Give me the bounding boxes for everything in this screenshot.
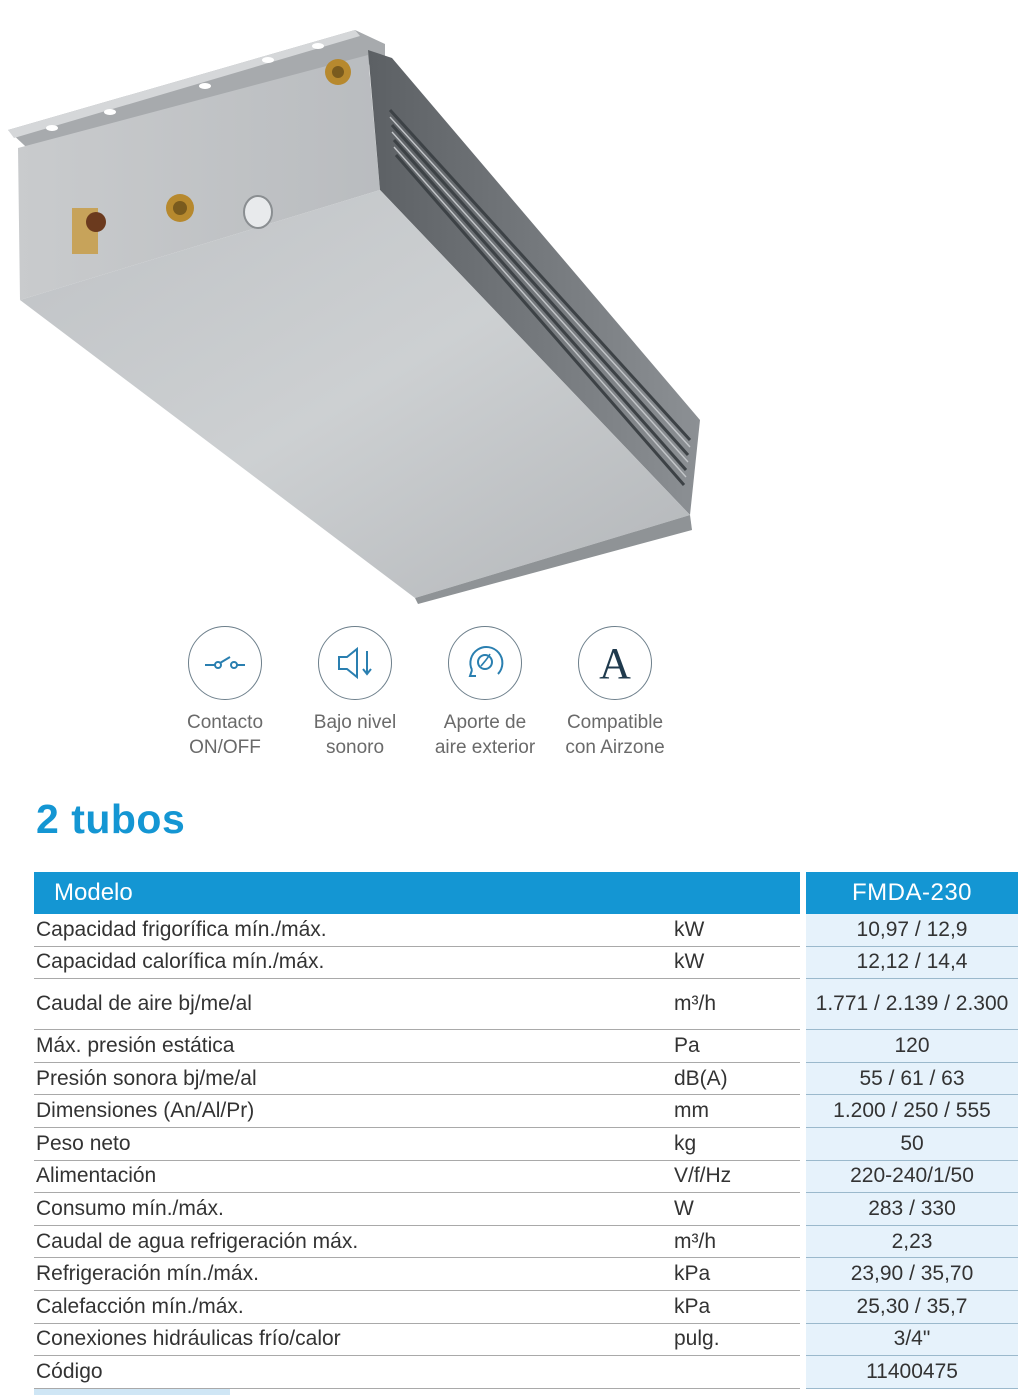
- row-param: Caudal de agua refrigeración máx.: [34, 1225, 674, 1258]
- feature-on-off: [160, 626, 290, 760]
- table-header: [34, 872, 1018, 914]
- table-row: [34, 1193, 1018, 1226]
- row-param: Código: [34, 1356, 674, 1389]
- row-value: 50: [806, 1127, 1018, 1160]
- row-unit: W: [674, 1193, 800, 1226]
- section-title: 2 tubos: [36, 796, 186, 842]
- feature-low-noise: [290, 626, 420, 760]
- footer-accent-bar: [34, 1389, 230, 1395]
- row-value: 23,90 / 35,70: [806, 1258, 1018, 1291]
- row-param: Consumo mín./máx.: [34, 1193, 674, 1226]
- row-value: 220-240/1/50: [806, 1160, 1018, 1193]
- table-row: [34, 1356, 1018, 1389]
- airzone-icon: [578, 626, 652, 700]
- row-value: 55 / 61 / 63: [806, 1062, 1018, 1095]
- feature-airzone: [550, 626, 680, 760]
- feature-label: Bajo nivel sonoro: [313, 712, 397, 758]
- row-param: Peso neto: [34, 1127, 674, 1160]
- row-unit: V/f/Hz: [674, 1160, 800, 1193]
- feature-label: Contacto ON/OFF: [186, 712, 264, 758]
- product-image: [0, 0, 1024, 610]
- row-unit: kW: [674, 914, 800, 946]
- row-param: Conexiones hidráulicas frío/calor: [34, 1323, 674, 1356]
- airzone-letter: A: [599, 638, 631, 688]
- header-model: Modelo: [34, 872, 800, 914]
- row-value: 11400475: [806, 1356, 1018, 1389]
- row-param: Capacidad frigorífica mín./máx.: [34, 914, 674, 946]
- row-value: 120: [806, 1030, 1018, 1063]
- row-param: Presión sonora bj/me/al: [34, 1062, 674, 1095]
- row-param: Refrigeración mín./máx.: [34, 1258, 674, 1291]
- row-unit: dB(A): [674, 1062, 800, 1095]
- table-row: [34, 914, 1018, 946]
- row-unit: m³/h: [674, 1225, 800, 1258]
- table-row: [34, 1095, 1018, 1128]
- row-unit: kPa: [674, 1290, 800, 1323]
- row-param: Máx. presión estática: [34, 1030, 674, 1063]
- row-param: Caudal de aire bj/me/al: [34, 979, 674, 1030]
- header-model-name: FMDA-230: [806, 872, 1018, 914]
- on-off-switch-icon: [188, 626, 262, 700]
- table-row: [34, 1258, 1018, 1291]
- row-value: 3/4": [806, 1323, 1018, 1356]
- row-value: 2,23: [806, 1225, 1018, 1258]
- table-row: [34, 946, 1018, 979]
- row-value: 1.200 / 250 / 555: [806, 1095, 1018, 1128]
- table-row: [34, 1030, 1018, 1063]
- table-row: [34, 1225, 1018, 1258]
- row-unit: kg: [674, 1127, 800, 1160]
- outdoor-air-icon: [448, 626, 522, 700]
- row-unit: mm: [674, 1095, 800, 1128]
- spec-table: [34, 872, 1018, 1389]
- row-unit: kPa: [674, 1258, 800, 1291]
- table-row: [34, 1062, 1018, 1095]
- row-value: 1.771 / 2.139 / 2.300: [806, 979, 1018, 1030]
- feature-icons: [160, 626, 720, 766]
- table-row: [34, 979, 1018, 1030]
- row-value: 12,12 / 14,4: [806, 946, 1018, 979]
- table-row: [34, 1127, 1018, 1160]
- row-param: Dimensiones (An/Al/Pr): [34, 1095, 674, 1128]
- row-param: Calefacción mín./máx.: [34, 1290, 674, 1323]
- row-unit: Pa: [674, 1030, 800, 1063]
- row-unit: m³/h: [674, 979, 800, 1030]
- low-noise-speaker-icon: [318, 626, 392, 700]
- table-row: [34, 1160, 1018, 1193]
- row-param: Capacidad calorífica mín./máx.: [34, 946, 674, 979]
- row-unit: kW: [674, 946, 800, 979]
- table-row: [34, 1323, 1018, 1356]
- table-row: [34, 1290, 1018, 1323]
- row-value: 25,30 / 35,7: [806, 1290, 1018, 1323]
- feature-outdoor-air: [420, 626, 550, 760]
- feature-label: Compatible con Airzone: [565, 712, 665, 758]
- row-param: Alimentación: [34, 1160, 674, 1193]
- row-value: 10,97 / 12,9: [806, 914, 1018, 946]
- row-unit: pulg.: [674, 1323, 800, 1356]
- row-unit: [674, 1356, 800, 1389]
- row-value: 283 / 330: [806, 1193, 1018, 1226]
- feature-label: Aporte de aire exterior: [434, 712, 536, 758]
